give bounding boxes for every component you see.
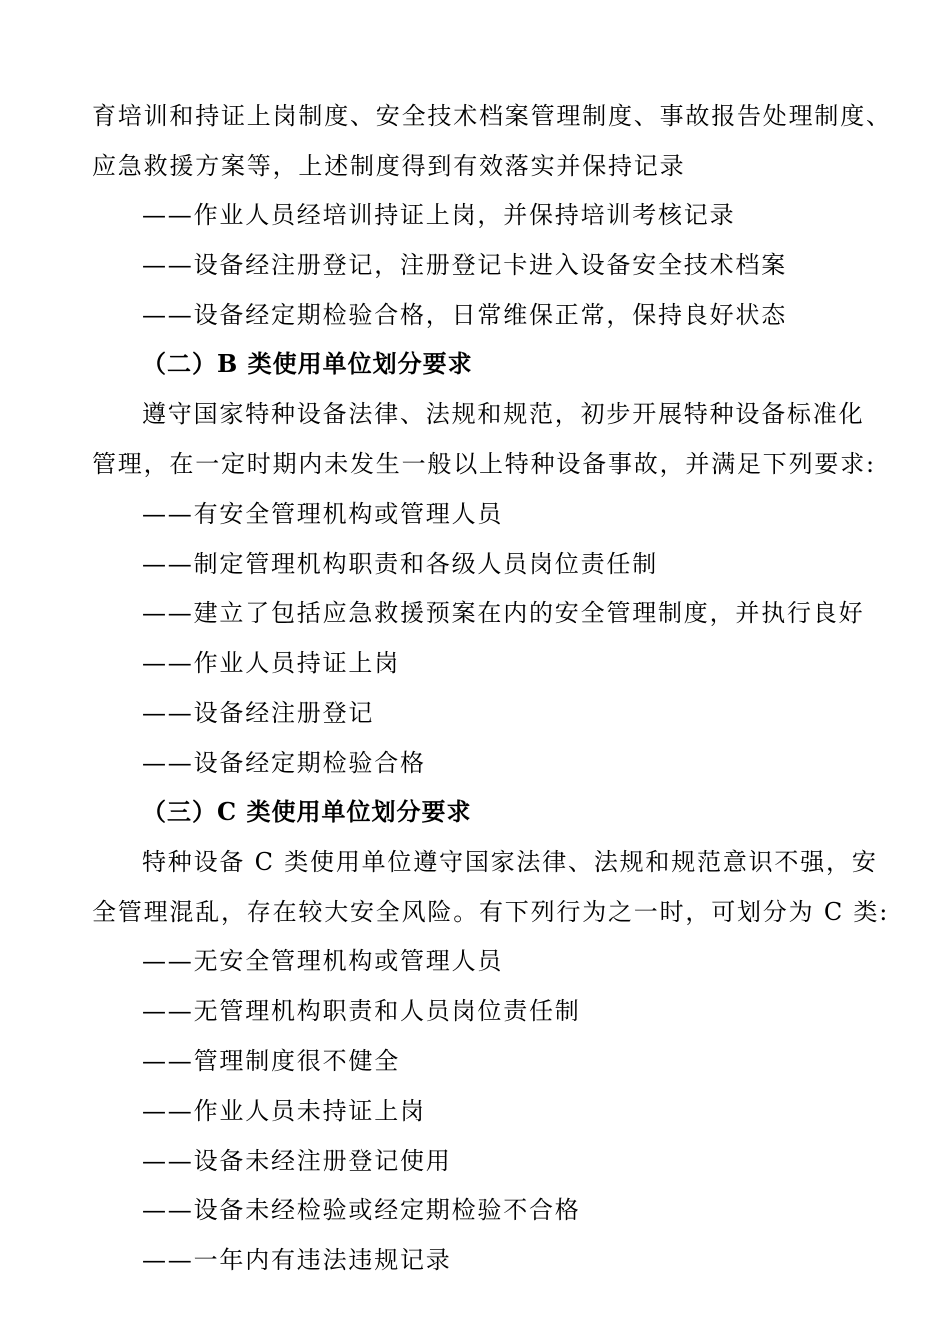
section-b-item-6: ——设备经定期检验合格 <box>142 749 426 777</box>
section-b-item-2: ——制定管理机构职责和各级人员岗位责任制 <box>142 550 658 578</box>
intro-line-1: 育培训和持证上岗制度、安全技术档案管理制度、事故报告处理制度、 <box>92 102 892 130</box>
section-c-paragraph-line-1: 特种设备 C 类使用单位遵守国家法律、法规和规范意识不强，安 <box>142 848 878 876</box>
section-c-item-1: ——无安全管理机构或管理人员 <box>142 947 504 975</box>
section-c-item-4: ——作业人员未持证上岗 <box>142 1097 426 1125</box>
section-c-item-5: ——设备未经注册登记使用 <box>142 1147 452 1175</box>
section-a-item-1: ——作业人员经培训持证上岗，并保持培训考核记录 <box>142 201 736 229</box>
section-b-item-1: ——有安全管理机构或管理人员 <box>142 500 504 528</box>
section-b-paragraph-line-2: 管理，在一定时期内未发生一般以上特种设备事故，并满足下列要求: <box>92 450 876 478</box>
section-c-paragraph-line-2: 全管理混乱，存在较大安全风险。有下列行为之一时，可划分为 C 类: <box>92 898 890 926</box>
section-a-item-3: ——设备经定期检验合格，日常维保正常，保持良好状态 <box>142 301 787 329</box>
section-a-item-2: ——设备经注册登记，注册登记卡进入设备安全技术档案 <box>142 251 787 279</box>
section-b-item-3: ——建立了包括应急救援预案在内的安全管理制度，并执行良好 <box>142 599 865 627</box>
section-c-item-6: ——设备未经检验或经定期检验不合格 <box>142 1196 581 1224</box>
section-b-item-5: ——设备经注册登记 <box>142 699 375 727</box>
section-c-heading: （三）C 类使用单位划分要求 <box>142 797 472 826</box>
section-c-item-7: ——一年内有违法违规记录 <box>142 1246 452 1274</box>
section-b-item-4: ——作业人员持证上岗 <box>142 649 400 677</box>
section-c-item-3: ——管理制度很不健全 <box>142 1047 400 1075</box>
section-c-item-2: ——无管理机构职责和人员岗位责任制 <box>142 997 581 1025</box>
section-b-heading: （二）B 类使用单位划分要求 <box>142 349 473 378</box>
intro-line-2: 应急救援方案等，上述制度得到有效落实并保持记录 <box>92 152 686 180</box>
section-b-paragraph-line-1: 遵守国家特种设备法律、法规和规范，初步开展特种设备标准化 <box>142 400 865 428</box>
